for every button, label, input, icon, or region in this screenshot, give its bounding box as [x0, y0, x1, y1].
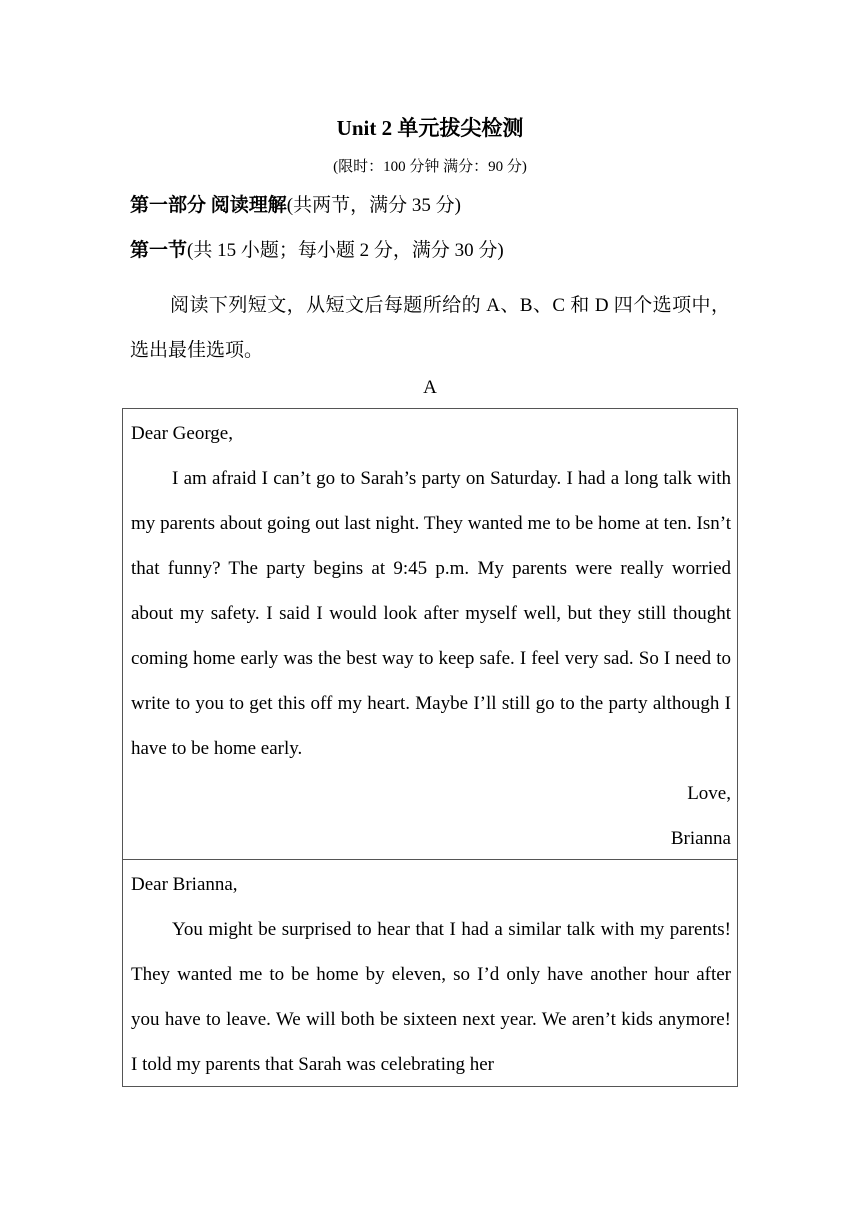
letter-brianna [131, 411, 731, 861]
page-title: Unit 2 单元拔尖检测 [336, 116, 524, 140]
section-heading [130, 237, 504, 265]
letter1-greeting: Dear George, [131, 423, 233, 444]
passage-label: A [423, 377, 437, 398]
letter2-body: You might be surprised to hear that I had a similar talk with my parents! They wanted me to be home by eleven, so I’d only have another hour after you have to leave. We will both be sixteen next year. We aren’t kids anymore! I told my parents that Sarah was celebrating her [131, 919, 731, 1075]
section-detail: (共 15 小题；每小题 2 分，满分 30 分) [187, 240, 504, 261]
letter1-signature: Brianna [670, 828, 731, 849]
letter-george [131, 862, 731, 1087]
letter-box-brianna [122, 408, 738, 860]
letter2-greeting: Dear Brianna, [131, 874, 238, 895]
part-label: 第一部分 阅读理解 [130, 195, 287, 216]
part-heading [130, 192, 461, 220]
section-label: 第一节 [130, 240, 188, 261]
time-score-limits: (限时：100 分钟 满分：90 分) [333, 159, 527, 175]
letter1-body: I am afraid I can’t go to Sarah’s party on Saturday. I had a long talk with my parents about going out last night. They wanted me to be home at ten. Isn’t that funny? The party begins at 9:45 p.m. My parents were really worried about my safety. I said I would look after myself well, but they still thought coming home early was the best way to keep safe. I feel very sad. So I need to write to you to get this off my heart. Maybe I’ll still go to the party although I have to be home early. [131, 468, 731, 759]
letter1-closing: Love, [687, 783, 731, 804]
part-detail: (共两节，满分 35 分) [286, 195, 461, 216]
instructions: 阅读下列短文，从短文后每题所给的 A、B、C 和 D 四个选项中，选出最佳选项。 [130, 295, 730, 361]
letter-box-george [122, 859, 738, 1087]
